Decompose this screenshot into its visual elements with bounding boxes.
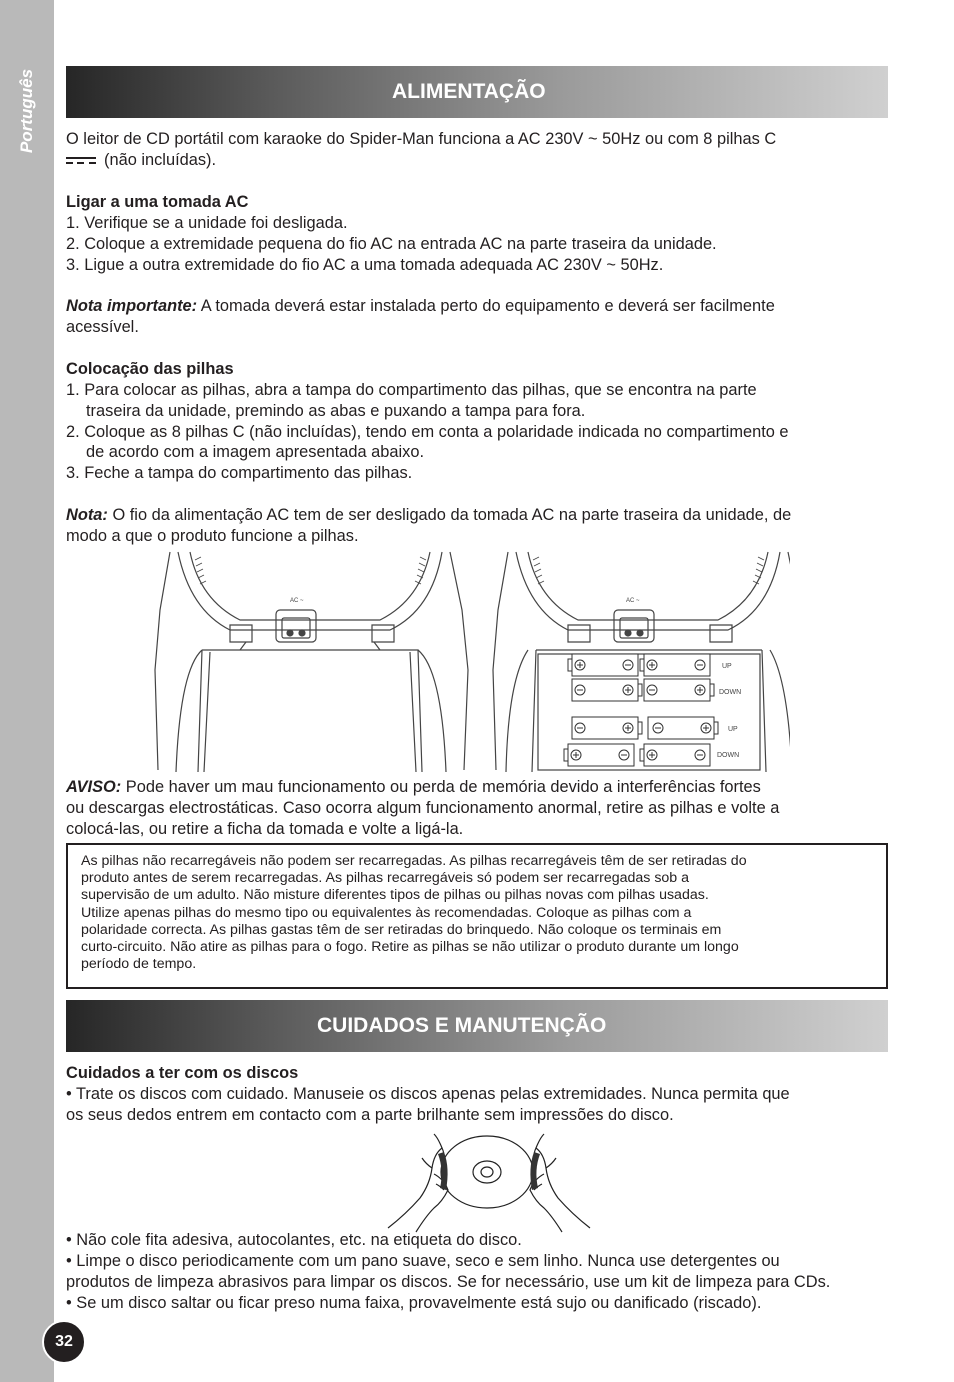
- battery-step-1a: 1. Para colocar as pilhas, abra a tampa do compartimento das pilhas, que se encontra na parte: [66, 381, 757, 399]
- important-note-text: A tomada deverá estar instalada perto do equipamento e deverá ser facilmente: [197, 297, 775, 315]
- row-label-up-1: UP: [722, 663, 732, 670]
- battery-safety-line: curto-circuito. Não atire as pilhas para o fogo. Retire as pilhas se não utilizar o produto durante um longo: [81, 939, 739, 956]
- intro-line-2-text: (não incluídas).: [104, 151, 217, 169]
- bullet-1-line-1: • Trate os discos com cuidado. Manuseie os discos apenas pelas extremidades. Nunca permita que: [66, 1085, 790, 1103]
- important-note-line-2: acessível.: [66, 318, 139, 336]
- warning-text: Pode haver um mau funcionamento ou perda de memória devido a interferências fortes: [121, 778, 761, 796]
- ac-label-left: AC ~: [290, 598, 304, 604]
- battery-safety-line: supervisão de um adulto. Não misture diferentes tipos de pilhas ou pilhas novas com pilhas usadas.: [81, 887, 709, 904]
- note-line-1: [66, 505, 791, 526]
- language-text: Português: [17, 68, 36, 154]
- warning-label: AVISO:: [66, 778, 122, 796]
- section-title-care: CUIDADOS E MANUTENÇÃO: [317, 1014, 607, 1037]
- batteries-illustration: [564, 654, 718, 766]
- battery-heading: Colocação das pilhas: [66, 360, 234, 378]
- unit-back-closed-illustration: [155, 552, 468, 772]
- ac-heading: Ligar a uma tomada AC: [66, 193, 249, 211]
- section-title-bar-power: [66, 66, 888, 118]
- battery-safety-line: produto antes de serem recarregadas. As pilhas recarregáveis só podem ser recarregadas sob a: [81, 870, 690, 887]
- important-note-label: Nota importante:: [66, 297, 198, 315]
- battery-safety-line: período de tempo.: [81, 956, 197, 973]
- warning-line-3: colocá-las, ou retire a ficha da tomada e volte a ligá-la.: [66, 820, 464, 838]
- ac-label-right: AC ~: [626, 598, 640, 604]
- important-note-line-1: [66, 296, 775, 317]
- bullet-3-line-2: produtos de limpeza abrasivos para limpar os discos. Se for necessário, use um kit de limpeza para CDs.: [66, 1273, 831, 1291]
- language-label: [12, 56, 42, 166]
- note-line-2: modo a que o produto funcione a pilhas.: [66, 527, 359, 545]
- hands-holding-disc-illustration: [386, 1128, 592, 1234]
- intro-line-2: [66, 150, 216, 171]
- page-number: 32: [42, 1320, 86, 1364]
- battery-safety-text: [81, 853, 881, 973]
- warning-line-2: ou descargas electrostáticas. Caso ocorra algum funcionamento anormal, retire as pilhas e volte a: [66, 799, 780, 817]
- row-label-down-2: DOWN: [717, 752, 740, 759]
- disc-care-heading: Cuidados a ter com os discos: [66, 1064, 299, 1082]
- bullet-3-line-1: • Limpe o disco periodicamente com um pano suave, seco e sem linho. Nunca use detergentes ou: [66, 1252, 780, 1270]
- battery-safety-box: [66, 843, 888, 989]
- note-text: O fio da alimentação AC tem de ser desligado da tomada AC na parte traseira da unidade, de: [107, 506, 792, 524]
- ac-step-2: 2. Coloque a extremidade pequena do fio AC na entrada AC na parte traseira da unidade.: [66, 235, 717, 253]
- battery-step-3: 3. Feche a tampa do compartimento das pilhas.: [66, 464, 413, 482]
- battery-safety-line: Utilize apenas pilhas do mesmo tipo ou equivalentes às recomendadas. Coloque as pilhas com a: [81, 904, 692, 921]
- row-label-up-2: UP: [728, 726, 738, 733]
- intro-line-1: O leitor de CD portátil com karaoke do Spider-Man funciona a AC 230V ~ 50Hz ou com 8 pilhas C: [66, 130, 777, 148]
- battery-step-2b: de acordo com a imagem apresentada abaixo.: [86, 443, 425, 461]
- bullet-4: • Se um disco saltar ou ficar preso numa faixa, provavelmente está sujo ou danificado (riscado).: [66, 1294, 762, 1312]
- dc-symbol-icon: [66, 156, 96, 166]
- section-title-bar-care: [66, 1000, 888, 1052]
- battery-safety-line: As pilhas não recarregáveis não podem ser recarregadas. As pilhas recarregáveis têm de ser retiradas do: [81, 853, 747, 869]
- note-label: Nota:: [66, 506, 108, 524]
- section-title-power: ALIMENTAÇÃO: [392, 80, 546, 103]
- sidebar: [0, 0, 54, 1382]
- bullet-1-line-2: os seus dedos entrem em contacto com a parte brilhante sem impressões do disco.: [66, 1106, 674, 1124]
- battery-installation-figure: [150, 550, 790, 772]
- row-label-down-1: DOWN: [719, 689, 742, 696]
- battery-step-2a: 2. Coloque as 8 pilhas C (não incluídas), tendo em conta a polaridade indicada no compartimento e: [66, 423, 789, 441]
- battery-safety-line: polaridade correcta. As pilhas gastas têm de ser retiradas do brinquedo. Não coloque os terminais em: [81, 921, 722, 938]
- warning-line-1: [66, 777, 761, 798]
- bullet-2: • Não cole fita adesiva, autocolantes, etc. na etiqueta do disco.: [66, 1231, 522, 1249]
- ac-step-3: 3. Ligue a outra extremidade do fio AC a uma tomada adequada AC 230V ~ 50Hz.: [66, 256, 664, 274]
- battery-step-1b: traseira da unidade, premindo as abas e puxando a tampa para fora.: [86, 402, 586, 420]
- ac-step-1: 1. Verifique se a unidade foi desligada.: [66, 214, 348, 232]
